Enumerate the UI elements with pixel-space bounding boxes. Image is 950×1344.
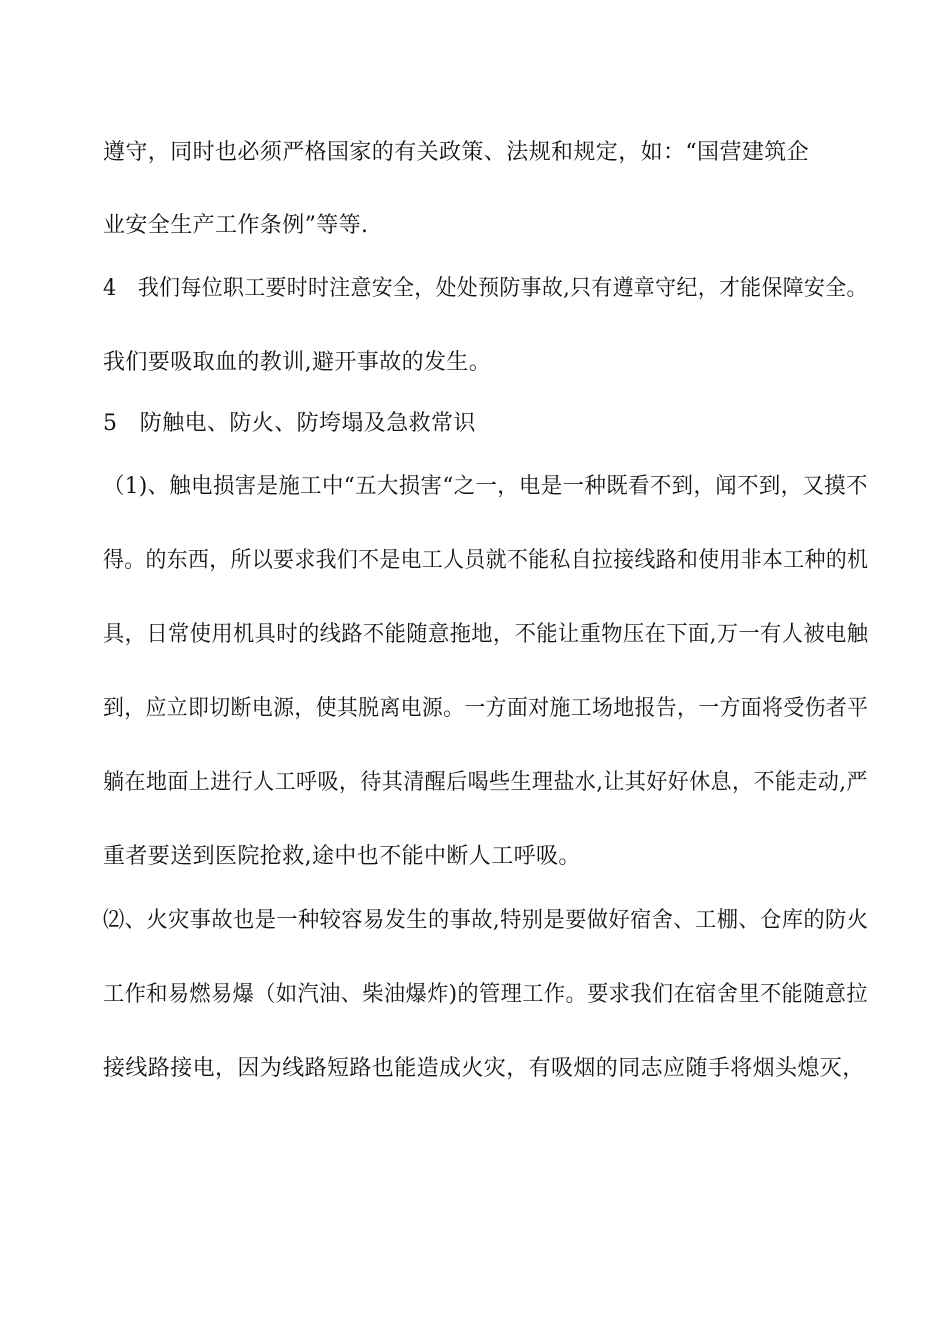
text-line: 躺在地面上进行人工呼吸，待其清醒后喝些生理盐水,让其好好休息，不能走动,严 [103,770,868,795]
text-line: 具，日常使用机具时的线路不能随意拖地，不能让重物压在下面,万一有人被电触 [103,622,869,647]
text-line: 到，应立即切断电源，使其脱离电源。一方面对施工场地报告，一方面将受伤者平 [103,696,869,721]
text-line: 接线路接电，因为线路短路也能造成火灾，有吸烟的同志应随手将烟头熄灭， [103,1056,865,1081]
text-line: 4 我们每位职工要时时注意安全，处处预防事故,只有遵章守纪，才能保障安全。 [103,276,868,301]
text-line: 工作和易燃易爆（如汽油、柴油爆炸)的管理工作。要求我们在宿舍里不能随意拉 [103,982,869,1007]
text-line: （1)、触电损害是施工中“五大损害“之一，电是一种既看不到，闻不到，又摸不 [103,474,868,499]
text-line: 5 防触电、防火、防垮塌及急救常识 [103,411,476,436]
text-line: 业安全生产工作条例”等等. [103,213,369,238]
text-line: 重者要送到医院抢救,途中也不能中断人工呼吸。 [103,844,581,869]
text-line: ⑵、火灾事故也是一种较容易发生的事故,特别是要做好宿舍、工棚、仓库的防火 [103,908,869,933]
text-line: 得。的东西，所以要求我们不是电工人员就不能私自拉接线路和使用非本工种的机 [103,548,869,573]
text-line: 遵守，同时也必须严格国家的有关政策、法规和规定，如：“国营建筑企 [103,140,810,165]
text-line: 我们要吸取血的教训,避开事故的发生。 [103,350,492,375]
